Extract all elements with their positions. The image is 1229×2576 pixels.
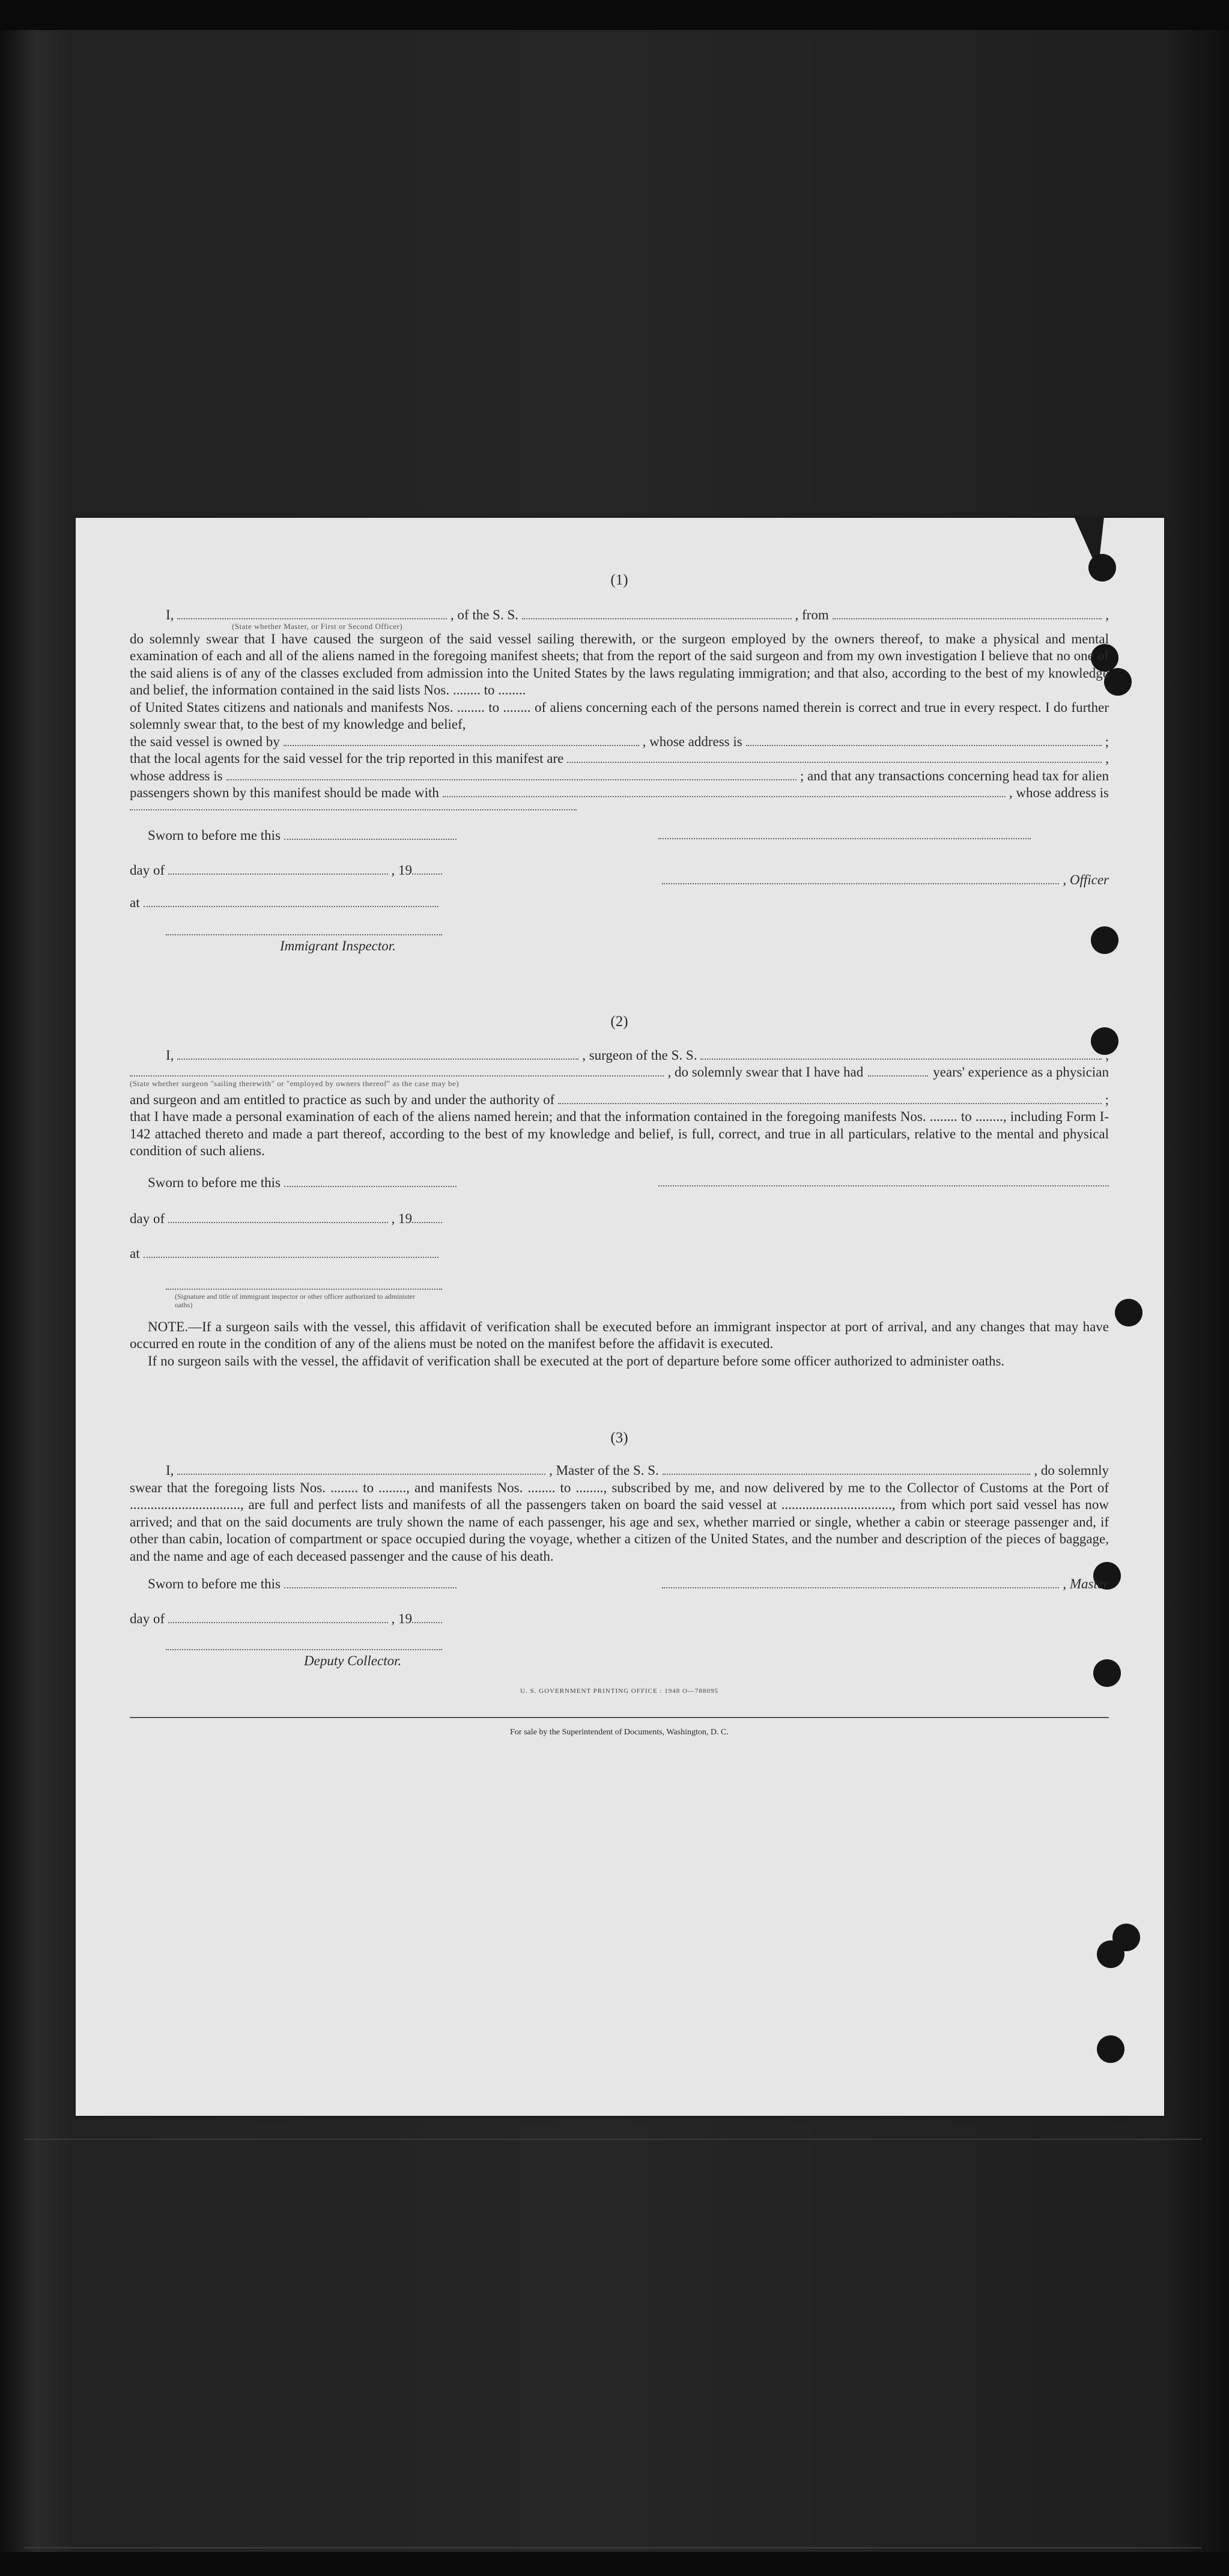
document-page (76, 518, 1164, 2116)
blank-field[interactable] (177, 1059, 578, 1060)
blank-field[interactable] (522, 618, 792, 619)
gpo-imprint: U. S. GOVERNMENT PRINTING OFFICE : 1948 O—788095 (520, 1687, 718, 1695)
note-1: NOTE.—If a surgeon sails with the vessel, this affidavit of verification shall be executed before an immigrant inspector at port of arrival, and any changes that may have occurred en route in the condition of any of the aliens must be noted on the manifest before the affidavit is executed. (130, 1319, 1109, 1351)
blank-field[interactable] (284, 1186, 457, 1187)
punch-hole (1097, 1940, 1124, 1968)
text-master: , Master (1063, 1576, 1109, 1591)
section-2-body: that I have made a personal examination of each of the aliens named herein; and that the information contained in the foregoing manifests Nos. ........ to ........, including Form I-142 attached thereto and made a part thereof, according to the best of my knowledge and belief, is full, correct, and true in all particulars, relative to the mental and physical condition of such aliens. (130, 1109, 1109, 1158)
text-years-experience: years' experience as a physician (933, 1065, 1109, 1080)
section-2-number: (2) (610, 1013, 628, 1030)
text-head-tax: ; and that any transactions concerning head tax for alien (800, 768, 1109, 783)
blank-field[interactable] (168, 1222, 387, 1223)
note-2: If no surgeon sails with the vessel, the affidavit of verification shall be executed at the port of departure before some officer authorized to administer oaths. (148, 1353, 1005, 1368)
text-owned-by: the said vessel is owned by (130, 734, 280, 749)
blank-field[interactable] (177, 1474, 545, 1475)
section-1-signatures (130, 827, 1109, 989)
film-edge-bottom (0, 2552, 1229, 2576)
text-day-of: day of (130, 1611, 165, 1626)
blank-field[interactable] (144, 906, 438, 907)
film-streak (24, 2547, 1201, 2548)
text-i: I, (166, 607, 174, 622)
text-surgeon-of-ss: , surgeon of the S. S. (582, 1047, 697, 1063)
text-officer: , Officer (1063, 872, 1109, 887)
punct: , (1105, 751, 1109, 766)
caption-signature-title: (Signature and title of immigrant inspector or other officer authorized to administer oaths) (175, 1292, 415, 1309)
text-sworn: Sworn to before me this (148, 1174, 281, 1190)
blank-field[interactable] (567, 762, 1102, 763)
text-at: at (130, 1245, 140, 1261)
blank-field[interactable] (700, 1059, 1102, 1060)
text-i: I, (166, 1047, 174, 1063)
blank-field[interactable] (284, 839, 457, 840)
text-do-solemnly: , do solemnly swear that I have had (667, 1065, 864, 1080)
punct: ; (1105, 1092, 1109, 1107)
blank-field[interactable] (177, 618, 447, 619)
signature-line[interactable] (166, 1289, 442, 1290)
text-whose-address: whose address is (130, 768, 223, 783)
text-sworn: Sworn to before me this (148, 827, 281, 843)
punch-hole (1115, 1299, 1143, 1326)
blank-field[interactable] (284, 745, 639, 746)
text-i: I, (166, 1463, 174, 1478)
punct: , (1105, 607, 1109, 622)
text-from: , from (795, 607, 829, 622)
section-1-agents-line (130, 750, 1109, 768)
blank-field[interactable] (168, 873, 387, 875)
section-1-owned-line (130, 734, 1109, 751)
section-1-number: (1) (610, 572, 628, 588)
text-day-of: day of (130, 862, 165, 878)
film-edge-top (0, 0, 1229, 30)
section-2-authority-line (130, 1092, 1109, 1109)
blank-field[interactable] (168, 1622, 387, 1623)
punch-hole (1097, 2035, 1124, 2063)
blank-field[interactable] (226, 779, 797, 780)
blank-field[interactable] (558, 1103, 1101, 1104)
blank-field[interactable] (144, 1257, 438, 1258)
text-authority: and surgeon and am entitled to practice as such by and under the authority of (130, 1092, 555, 1107)
section-2-signatures (130, 1174, 1109, 1319)
officer-signature-line[interactable] (662, 883, 1059, 884)
blank-field[interactable] (663, 1474, 1031, 1475)
blank-field[interactable] (412, 1622, 442, 1623)
section-3-signatures (130, 1576, 1109, 1678)
text-year: , 19 (391, 1211, 412, 1226)
text-deputy-collector: Deputy Collector. (304, 1653, 402, 1668)
caption-surgeon-type: (State whether surgeon "sailing therewith" or "employed by owners thereof" as the case may be) (130, 1078, 460, 1088)
text-whose-address: , whose address is (1009, 785, 1109, 800)
text-agents: that the local agents for the said vessel for the trip reported in this manifest are (130, 751, 564, 766)
text-year: , 19 (391, 1611, 412, 1626)
text-sworn: Sworn to before me this (148, 1576, 281, 1591)
section-3-line-1 (130, 1462, 1109, 1480)
section-1-body-b: of United States citizens and nationals and manifests Nos. ........ to ........ of aliens concerning each of the persons named therein is correct and true in every respect. I do further solemnly swear that, to the best of my knowledge and belief, (130, 699, 1109, 732)
blank-field[interactable] (284, 1587, 457, 1588)
signature-line[interactable] (658, 838, 1031, 839)
text-immigrant-inspector: Immigrant Inspector. (280, 938, 396, 953)
section-1-passengers-line (130, 785, 1109, 802)
blank-field[interactable] (130, 802, 577, 810)
blank-field[interactable] (412, 873, 442, 875)
blank-field[interactable] (443, 796, 1006, 797)
text-day-of: day of (130, 1211, 165, 1226)
surgeon-signature-line[interactable] (658, 1185, 1109, 1186)
for-sale-notice: For sale by the Superintendent of Documents, Washington, D. C. (510, 1727, 729, 1737)
footer-rule (130, 1717, 1109, 1718)
section-1-body-a: do solemnly swear that I have caused the surgeon of the said vessel sailing therewith, or the surgeon employed by the owners thereof, to make a physical and mental examination of each and all of the aliens named in the foregoing manifest sheets; that from the report of the said surgeon and from my own investigation I believe that no one of the said aliens is of any of the classes excluded from admission into the United States by the laws regulating immigration; and that also, according to the best of my knowledge and belief, the information contained in the said lists Nos. ........ to ........ (130, 631, 1109, 697)
punct: , (1105, 1047, 1109, 1063)
inspector-signature-line[interactable] (166, 934, 442, 935)
blank-field[interactable] (746, 745, 1102, 746)
collector-signature-line[interactable] (166, 1649, 442, 1650)
blank-field[interactable] (868, 1075, 928, 1077)
blank-field[interactable] (833, 618, 1102, 619)
blank-field[interactable] (412, 1222, 442, 1223)
text-year: , 19 (391, 862, 412, 878)
section-3-body: swear that the foregoing lists Nos. ........ to ........, and manifests Nos. ........ to ........, subscribed by me, and now delivered by me to the Collector of Customs at the Port of ................................, are full and perfect lists and manifests of all the passengers taken on board the said vessel at ................................, from which port said vessel has now arrived; and that on the said documents are truly shown the name of each passenger, his age and sex, whether married or single, whether a cabin or steerage passenger and, if other than cabin, location of compartment or space occupied during the voyage, whether a citizen of the United States, and the number and description of the pieces of baggage, and the name and age of each deceased passenger and the cause of his death. (130, 1480, 1109, 1564)
text-do-solemnly: , do solemnly (1034, 1463, 1109, 1478)
section-1-whose-line (130, 768, 1109, 785)
master-signature-line[interactable] (662, 1587, 1059, 1588)
punct: ; (1105, 734, 1109, 749)
form-content (130, 572, 1109, 1741)
section-3-number: (3) (610, 1430, 628, 1446)
section-2-line-1 (130, 1047, 1109, 1065)
text-of-ss: , of the S. S. (450, 607, 519, 622)
text-at: at (130, 895, 140, 910)
text-passengers: passengers shown by this manifest should be made with (130, 785, 439, 800)
text-whose-address: , whose address is (642, 734, 742, 749)
text-master-of-ss: , Master of the S. S. (549, 1463, 659, 1478)
blank-field[interactable] (130, 1075, 664, 1077)
film-streak (24, 2139, 1201, 2140)
caption-officer-type: (State whether Master, or First or Second Officer) (232, 621, 403, 631)
